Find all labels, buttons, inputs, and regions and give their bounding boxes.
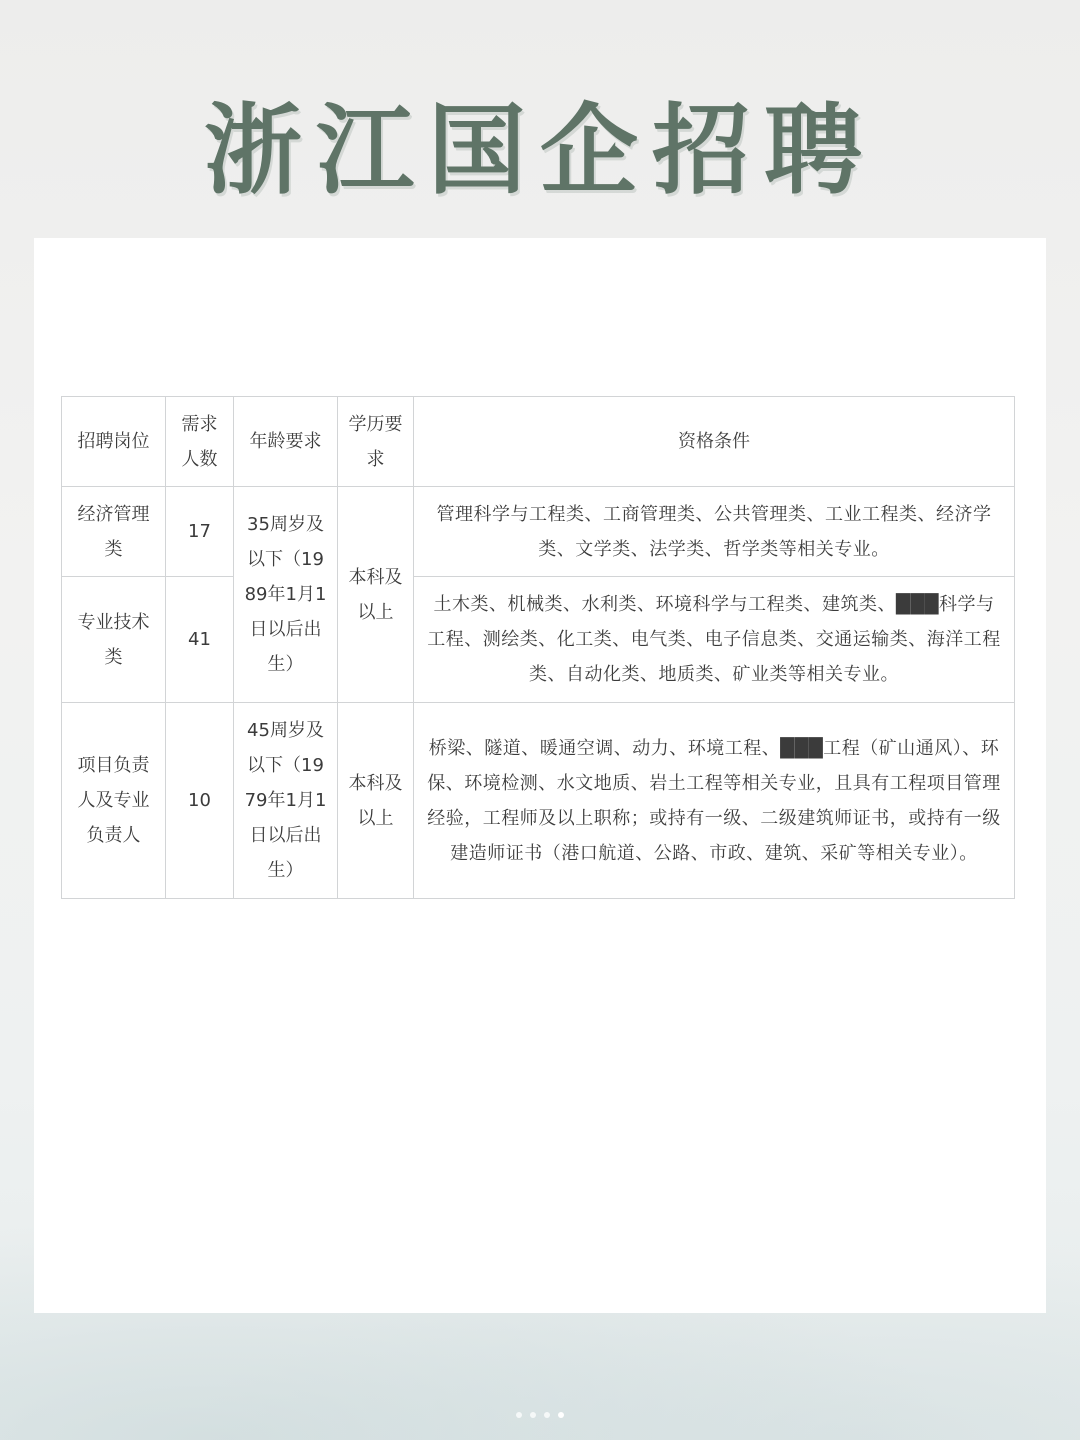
cell-count: 10 <box>166 703 234 899</box>
page-title: 浙江国企招聘 <box>203 93 876 208</box>
header-count: 需求人数 <box>166 397 234 487</box>
cell-position: 经济管理类 <box>62 487 166 577</box>
cell-qualification: 管理科学与工程类、工商管理类、公共管理类、工业工程类、经济学类、文学类、法学类、哲学类等相关专业。 <box>414 487 1015 577</box>
table-row <box>62 703 1015 899</box>
page-dot[interactable] <box>544 1412 550 1418</box>
cell-count: 17 <box>166 487 234 577</box>
table-row <box>62 577 1015 703</box>
cell-education-shared: 本科及以上 <box>338 487 414 703</box>
header-qualification: 资格条件 <box>414 397 1015 487</box>
cell-position: 项目负责人及专业负责人 <box>62 703 166 899</box>
cell-position: 专业技术类 <box>62 577 166 703</box>
cell-qualification: 桥梁、隧道、暖通空调、动力、环境工程、███工程（矿山通风）、环保、环境检测、水文地质、岩土工程等相关专业，且具有工程项目管理经验，工程师及以上职称；或持有一级、二级建筑师证书，或持有一级建造师证书（港口航道、公路、市政、建筑、采矿等相关专业）。 <box>414 703 1015 899</box>
cell-count: 41 <box>166 577 234 703</box>
content-card <box>34 238 1046 1313</box>
cell-education: 本科及以上 <box>338 703 414 899</box>
cell-qualification: 土木类、机械类、水利类、环境科学与工程类、建筑类、███科学与工程、测绘类、化工类、电气类、电子信息类、交通运输类、海洋工程类、自动化类、地质类、矿业类等相关专业。 <box>414 577 1015 703</box>
page-dot[interactable] <box>530 1412 536 1418</box>
page-dot[interactable] <box>516 1412 522 1418</box>
recruitment-table <box>61 396 1015 899</box>
table-row <box>62 487 1015 577</box>
header-position: 招聘岗位 <box>62 397 166 487</box>
page-indicator <box>0 1412 1080 1418</box>
cell-age: 45周岁及以下（1979年1月1日以后出生） <box>234 703 338 899</box>
table-header-row <box>62 397 1015 487</box>
page-dot-active[interactable] <box>558 1412 564 1418</box>
header-education: 学历要求 <box>338 397 414 487</box>
cell-age-shared: 35周岁及以下（1989年1月1日以后出生） <box>234 487 338 703</box>
header-age: 年龄要求 <box>234 397 338 487</box>
